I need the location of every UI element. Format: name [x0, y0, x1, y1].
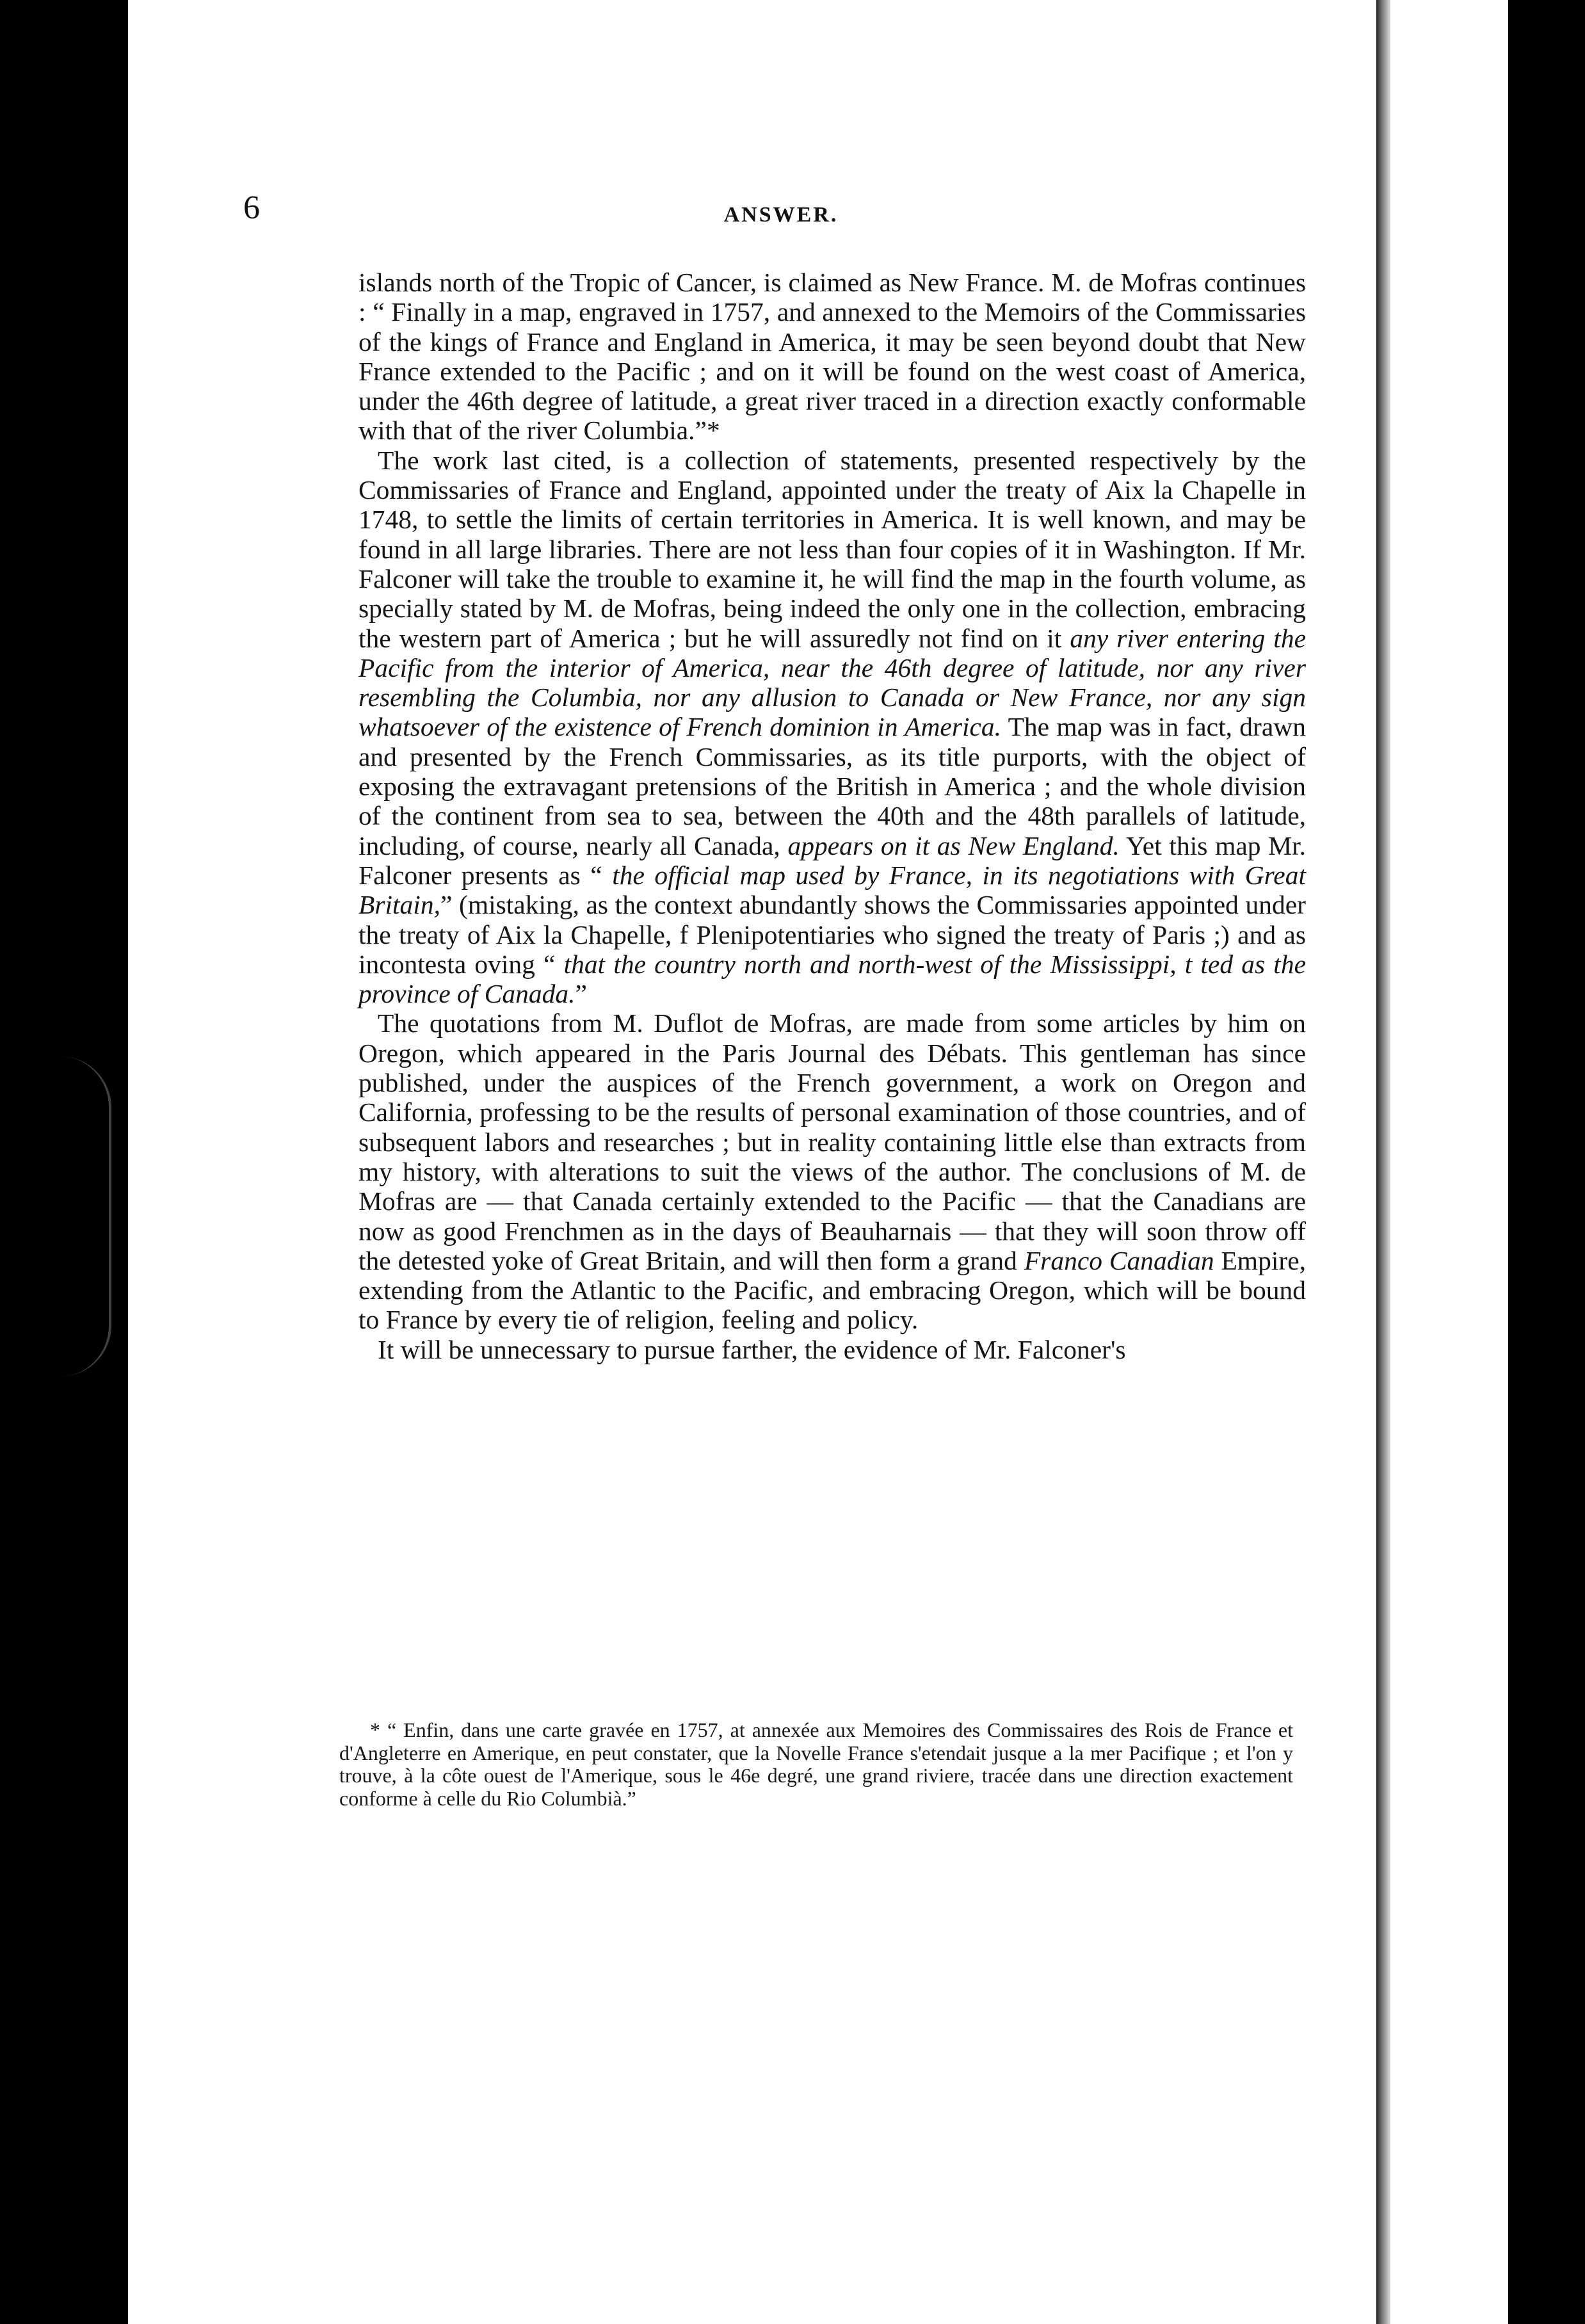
page-edge — [1376, 0, 1390, 2324]
paragraph-1: islands north of the Tropic of Cancer, is claimed as New France. M. de Mofras continues : “ Finally in a map, engraved in 1757, and annexed to the Memoirs of the Commissaries of the kings of France and England in America, it may be seen beyond doubt that New France extended to the Pacific ; and on it will be found on the west coast of America, under the 46th degree of latitude, a great river traced in a direction exactly conformable with that of the river Columbia.”* — [358, 268, 1306, 446]
paragraph-2 — [358, 446, 1306, 1009]
text-run: The map was in fact, drawn and presented by the French Commissaries, as its title purports, with the object of exposing the extravagant pretensions of the British in America ; and the whole division of the continent from sea to sea, between the 40th and the 48th parallels of latitude, including, of course, nearly all Canada, — [358, 712, 1306, 860]
paragraph-4: It will be unnecessary to pursue farther, the evidence of Mr. Falconer's — [378, 1334, 1126, 1364]
footnote — [339, 1719, 1293, 1810]
running-head: ANSWER. — [723, 203, 839, 227]
body-text — [358, 268, 1306, 1364]
text-run: The work last cited, is a collection of statements, presented respectively by the Commissaries of France and England, appointed under the treaty of Aix la Chapelle in 1748, to settle the limits of certain territories in America. It is well known, and may be found in all large libraries. There are not less than four copies of it in Washington. If Mr. Falconer will take the trouble to examine it, he will find the map in the fourth volume, as specially stated by M. de Mofras, being indeed the only one in the collection, embracing the western part of America ; but he will assuredly not find on it — [358, 445, 1306, 653]
scan-border-right — [1511, 0, 1585, 2324]
paragraph-3 — [358, 1008, 1306, 1334]
italic-run: that the country north and north-west of the Mississippi, t ted as the province of Canada. — [358, 949, 1307, 1009]
italic-run: appears on it as New England. — [787, 830, 1120, 860]
text-run: ” — [575, 979, 587, 1009]
italic-run: the official map used by France, in its negotiations with Great Britain, — [358, 860, 1306, 920]
text-run: Empire, extending from the Atlantic to the Pacific, and embracing Oregon, which will be bound to France by every tie of religion, feeling and policy. — [358, 1245, 1306, 1335]
text-run: ” (mistaking, as the context abundantly shows the Commissaries appointed under the treaty of Aix la Chapelle, f Plenipotentiaries who signed the treaty of Paris ;) and as incontesta oving “ — [358, 890, 1306, 979]
italic-run: Franco Canadian — [1024, 1245, 1214, 1275]
page-header — [243, 189, 1319, 240]
italic-run: any river entering the Pacific from the interior of America, near the 46th degree of latitude, nor any river resembling the Columbia, nor any allusion to Canada or New France, nor any sign whatsoever of the existence of French dominion in America. — [358, 623, 1306, 742]
page-curl-shadow — [0, 1056, 111, 1376]
text-run: The quotations from M. Duflot de Mofras, are made from some articles by him on Oregon, which appeared in the Paris Journal des Débats. This gentleman has since published, under the auspices of the French government, a work on Oregon and California, professing to be the results of personal examination of those countries, and of subsequent labors and researches ; but in reality containing little else than extracts from my history, with alterations to suit the views of the author. The conclusions of M. de Mofras are — that Canada certainly extended to the Pacific — that the Canadians are now as good Frenchmen as in the days of Beauharnais — that they will soon throw off the detested yoke of Great Britain, and will then form a grand — [358, 1008, 1306, 1275]
footnote-text: * “ Enfin, dans une carte gravée en 1757, at annexée aux Memoires des Commissaires des Rois de France et d'Angleterre en Amerique, en peut constater, que la Novelle France s'etendait jusque a la mer Pacifique ; et l'on y trouve, à la côte ouest de l'Amerique, sous le 46e degré, une grand riviere, tracée dans une direction exactement conforme à celle du Rio Columbià.” — [339, 1718, 1293, 1810]
text-run: Yet this map Mr. Falconer presents as “ — [358, 830, 1307, 890]
page-number: 6 — [243, 190, 260, 226]
